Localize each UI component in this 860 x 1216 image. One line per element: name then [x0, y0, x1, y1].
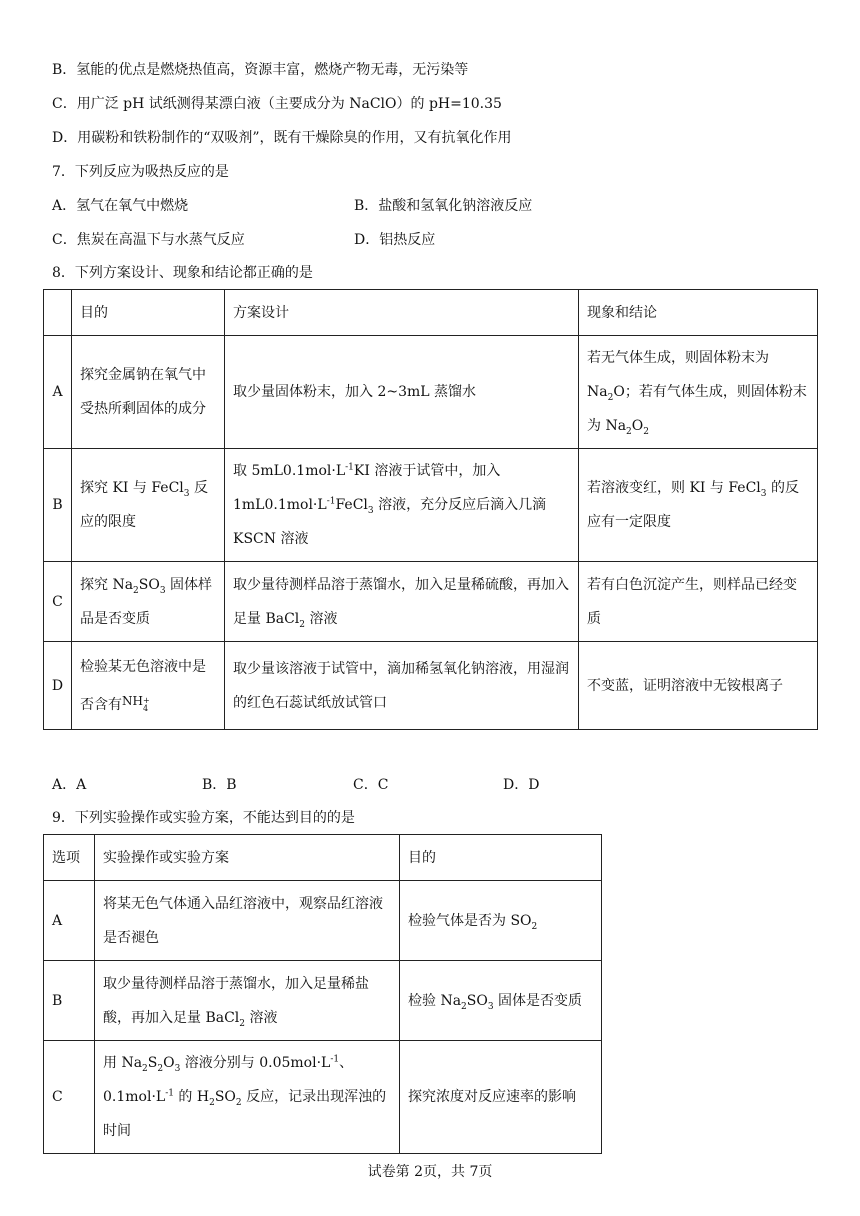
q9-header-row: [44, 835, 602, 881]
q8-row-c: [44, 562, 818, 642]
q9-header-goal: 目的: [400, 835, 602, 881]
q8-row-result: 若无气体生成，则固体粉末为 $Na_2O$；若有气体生成，则固体粉末为 $Na_2O_2$: [579, 336, 818, 449]
q8-row-purpose: 探究 $Na_2SO_3$ 固体样品是否变质: [72, 562, 225, 642]
q8-table: [43, 289, 818, 730]
q9-header-operation: 实验操作或实验方案: [95, 835, 400, 881]
q8-row-b: [44, 449, 818, 562]
q8-row-d: [44, 642, 818, 730]
q8-header-result: 现象和结论: [579, 290, 818, 336]
q8-stem: 8．下列方案设计、现象和结论都正确的是: [52, 265, 313, 281]
q8-row-design: 取少量固体粉末，加入 2~3mL 蒸馏水: [225, 336, 579, 449]
q9-row-label: B: [44, 961, 95, 1041]
q9-row-goal: 探究浓度对反应速率的影响: [400, 1041, 602, 1154]
q8-row-design: 取少量待测样品溶于蒸馏水，加入足量稀硫酸，再加入足量 BaCl$_2$ 溶液: [225, 562, 579, 642]
q7-option-b: B．盐酸和氢氧化钠溶液反应: [354, 198, 533, 214]
q8-header-design: 方案设计: [225, 290, 579, 336]
page-footer: 试卷第 2页，共 7页: [367, 1164, 493, 1180]
q9-row-operation: 取少量待测样品溶于蒸馏水，加入足量稀盐酸，再加入足量 BaCl$_2$ 溶液: [95, 961, 400, 1041]
q9-row-a: [44, 881, 602, 961]
q7-option-d: D．铝热反应: [354, 232, 436, 248]
q9-row-goal: 检验气体是否为 $SO_2$: [400, 881, 602, 961]
q8-row-purpose: 探究 KI 与 FeCl$_3$ 反应的限度: [72, 449, 225, 562]
q9-row-label: C: [44, 1041, 95, 1154]
q9-row-operation: 将某无色气体通入品红溶液中，观察品红溶液是否褪色: [95, 881, 400, 961]
q8-row-design: 取 $5mL0.1mol\cdot L^{-1}KI$ 溶液于试管中，加入 $1mL0.1mol\cdot L^{-1}FeCl_3$ 溶液，充分反应后滴入几滴 KSCN 溶液: [225, 449, 579, 562]
q8-row-purpose: 检验某无色溶液中是否含有NH+ 4: [72, 642, 225, 730]
q7-stem: 7．下列反应为吸热反应的是: [52, 164, 229, 180]
q8-option-d: D．D: [503, 777, 540, 793]
q9-row-c: [44, 1041, 602, 1154]
q8-option-b: B．B: [202, 777, 237, 793]
q9-row-label: A: [44, 881, 95, 961]
q8-header-purpose: 目的: [72, 290, 225, 336]
q8-row-label: C: [44, 562, 72, 642]
q9-row-operation: 用 $Na_2S_2O_3$ 溶液分别与 $0.05mol\cdot L^{-1}$、$0.1mol\cdot L^{-1}$ 的 $H_2SO_2$ 反应，记录出现浑浊的时间: [95, 1041, 400, 1154]
q8-row-result: 若有白色沉淀产生，则样品已经变质: [579, 562, 818, 642]
q8-row-a: [44, 336, 818, 449]
q9-stem: 9．下列实验操作或实验方案，不能达到目的的是: [52, 810, 355, 826]
q9-header-option: 选项: [44, 835, 95, 881]
q8-header-row: [44, 290, 818, 336]
q8-row-design: 取少量该溶液于试管中，滴加稀氢氧化钠溶液，用湿润的红色石蕊试纸放试管口: [225, 642, 579, 730]
q6-option-d: D．用碳粉和铁粉制作的“双吸剂”，既有干燥除臭的作用，又有抗氧化作用: [52, 130, 512, 146]
q9-table: [43, 834, 602, 1154]
q8-row-label: B: [44, 449, 72, 562]
q8-row-result: 不变蓝，证明溶液中无铵根离子: [579, 642, 818, 730]
q6-option-b: B．氢能的优点是燃烧热值高，资源丰富，燃烧产物无毒，无污染等: [52, 62, 469, 78]
q8-row-result: 若溶液变红，则 KI 与 FeCl$_3$ 的反应有一定限度: [579, 449, 818, 562]
ammonium-formula: NH+ 4: [122, 693, 150, 713]
q8-header-blank: [44, 290, 72, 336]
q8-option-a: A．A: [52, 777, 87, 793]
q9-row-goal: 检验 $Na_2SO_3$ 固体是否变质: [400, 961, 602, 1041]
q6-option-c: C．用广泛 pH 试纸测得某漂白液（主要成分为 NaClO）的 pH=10.35: [52, 96, 502, 112]
q7-option-a: A．氢气在氧气中燃烧: [52, 198, 189, 214]
q8-row-label: D: [44, 642, 72, 730]
q8-row-label: A: [44, 336, 72, 449]
q9-row-b: [44, 961, 602, 1041]
q8-option-c: C．C: [353, 777, 389, 793]
q7-option-c: C．焦炭在高温下与水蒸气反应: [52, 232, 245, 248]
q8-row-purpose: 探究金属钠在氧气中受热所剩固体的成分: [72, 336, 225, 449]
